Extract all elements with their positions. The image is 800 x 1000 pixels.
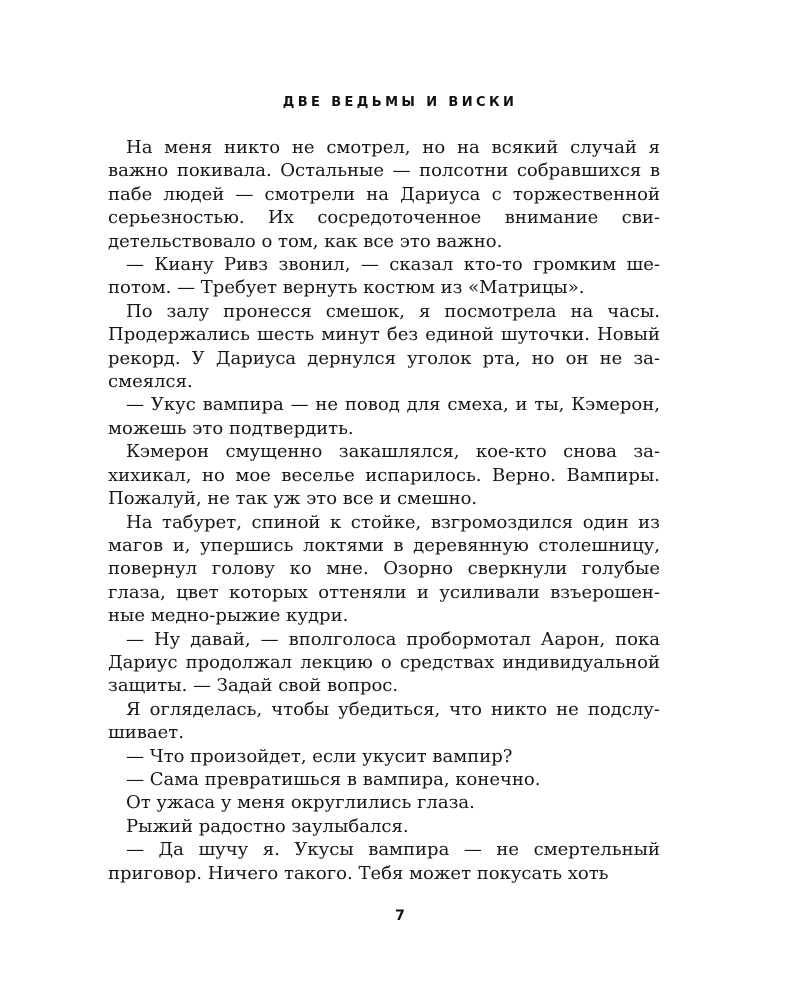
paragraph: — Сама превратишься в вампира, конечно.	[126, 768, 541, 790]
paragraph: — Укус вампира — не повод для смеха, и ты, Кэмерон, можешь это подтвердить.	[108, 394, 660, 439]
body-text	[108, 136, 660, 885]
paragraph: Рыжий радостно заулыбался.	[126, 815, 409, 837]
page-number: 7	[395, 908, 405, 924]
paragraph: По залу пронесся смешок, я посмотрела на часы. Продержались шесть минут без единой шуточки. Новый рекорд. У Дариуса дернулся уголок рта, но он не засмеялся.	[108, 300, 660, 393]
paragraph: Кэмерон смущенно закашлялся, кое-кто снова захихикал, но мое веселье испарилось. Верно. Вампиры. Пожалуй, не так уж это все и смешно.	[108, 441, 660, 510]
paragraph: — Да шучу я. Укусы вампира — не смертельный приговор. Ничего такого. Тебя может покусать хоть	[108, 839, 660, 884]
paragraph: От ужаса у меня округлились глаза.	[126, 792, 475, 814]
paragraph: — Ну давай, — вполголоса пробормотал Аарон, пока Дариус продолжал лекцию о средствах индивидуальной защиты. — Задай свой вопрос.	[108, 628, 660, 697]
running-head-title: ДВЕ ВЕДЬМЫ И ВИСКИ	[282, 95, 518, 110]
paragraph: Я огляделась, чтобы убедиться, что никто не подслушивает.	[108, 698, 660, 744]
paragraph: — Киану Ривз звонил, — сказал кто-то громким шепотом. — Требует вернуть костюм из «Матрицы».	[108, 254, 660, 299]
paragraph: На табурет, спиной к стойке, взгромоздился один из магов и, упершись локтями в деревянную столешницу, повернул голову ко мне. Озорно сверкнули голубые глаза, цвет которых оттеняли и усиливали взъерошенные медно-рыжие кудри.	[108, 511, 660, 627]
paragraph: — Что произойдет, если укусит вампир?	[126, 745, 513, 767]
paragraph: На меня никто не смотрел, но на всякий случай я важно покивала. Остальные — полсотни собравшихся в пабе людей — смотрели на Дариуса с торжественной серьезностью. Их сосредоточенное внимание свидетельствовало о том, как все это важно.	[108, 137, 660, 252]
